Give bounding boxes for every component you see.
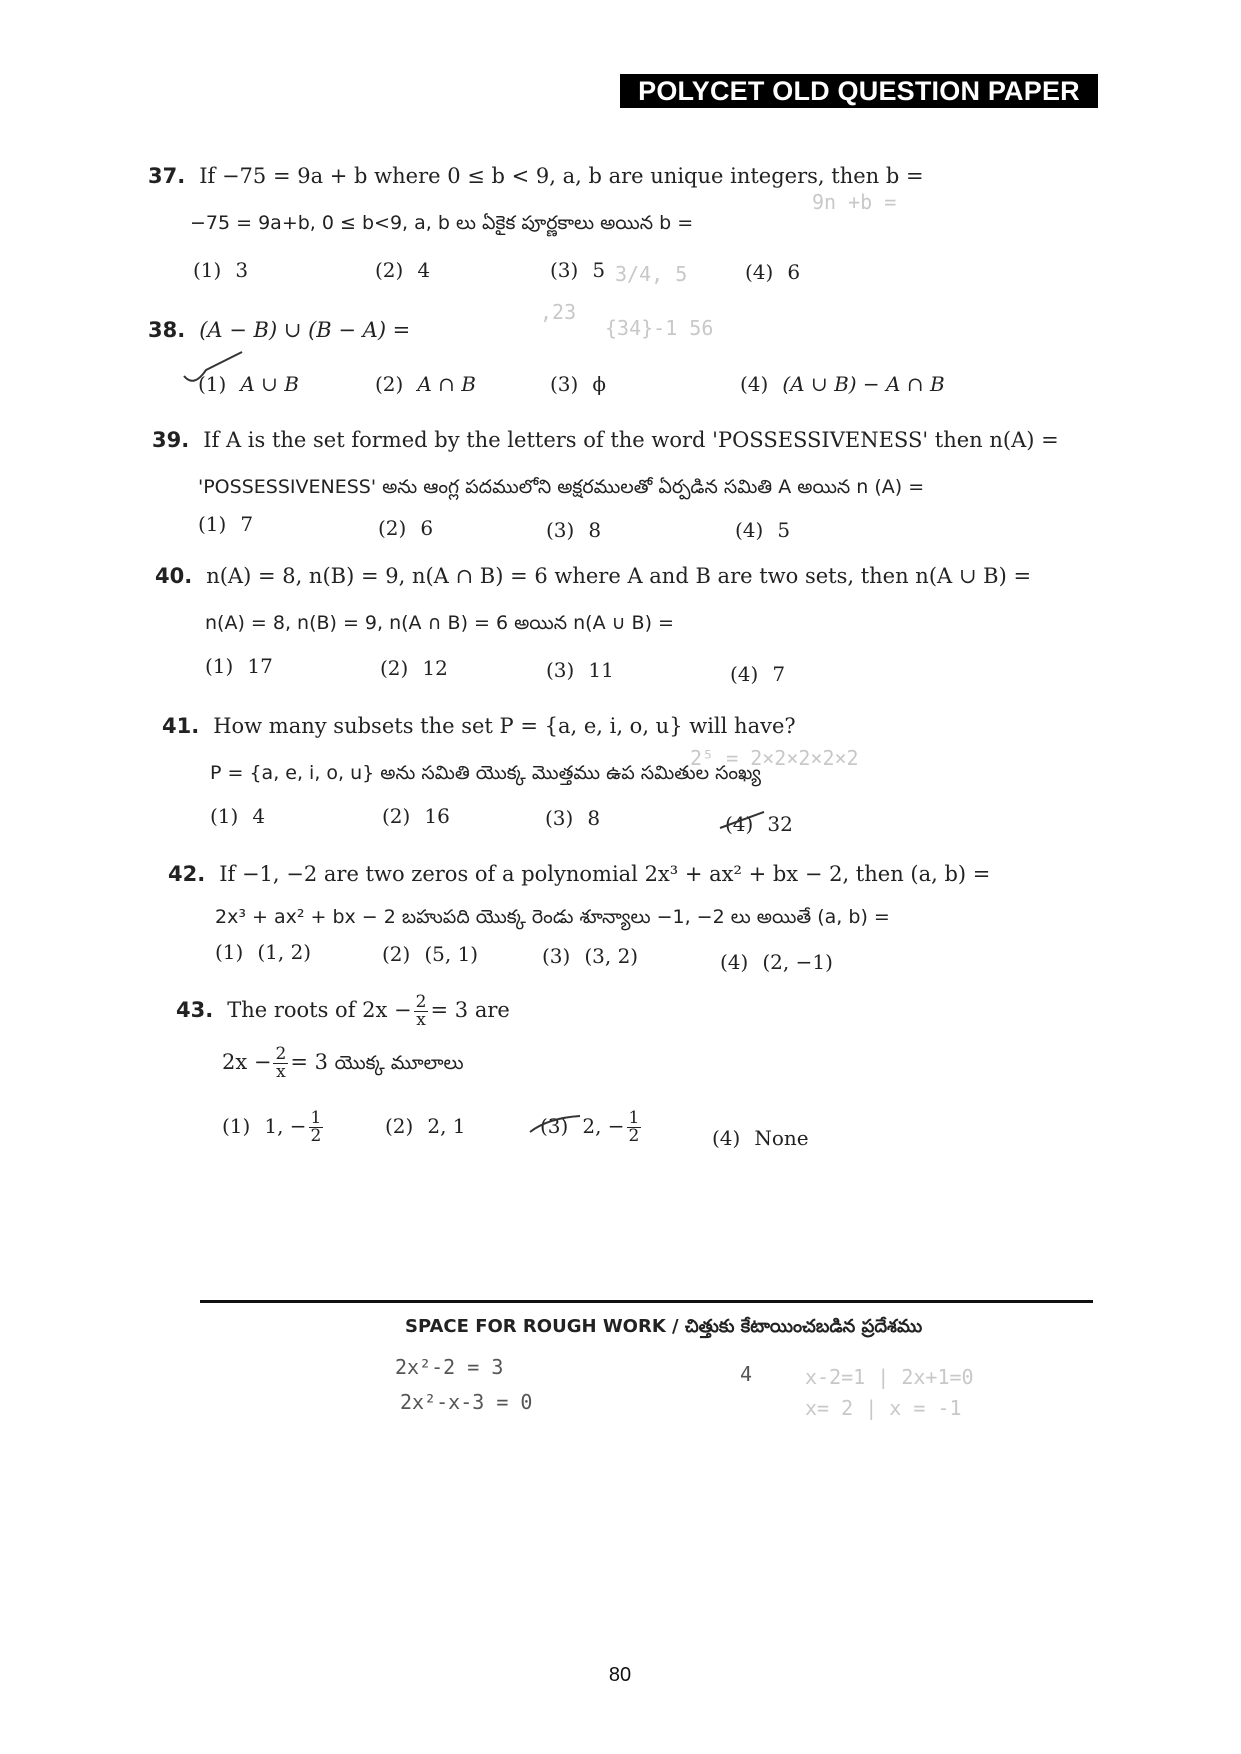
handwritten-scribble: 2⁵ = 2×2×2×2×2 <box>690 746 859 770</box>
answer-tick-mark <box>180 348 250 388</box>
question-number: 38. <box>148 318 186 342</box>
option-39-2: (2) 6 <box>378 516 434 540</box>
option-43-1: (1) 1, − $\frac{1}{2}$ <box>222 1108 322 1146</box>
option-42-3: (3) (3, 2) <box>542 944 639 968</box>
handwritten-scribble: 3/4, 5 <box>615 262 688 286</box>
question-43-telugu: 2x − $\frac{2}{x}$ = 3 యొక్క మూలాలు <box>222 1044 464 1082</box>
handwritten-scribble: 9n +b = <box>812 190 897 214</box>
handwritten-rough-work: x-2=1 | 2x+1=0 <box>805 1365 974 1389</box>
option-43-3: (3) 2, − $\frac{1}{2}$ <box>540 1108 640 1146</box>
option-40-3: (3) 11 <box>546 658 614 682</box>
question-39 <box>152 428 1059 452</box>
option-37-4: (4) 6 <box>745 260 801 284</box>
question-43: 43. The roots of 2x − $\frac{2}{x}$ = 3 are <box>176 992 510 1030</box>
rough-work-divider <box>200 1300 1093 1303</box>
question-number: 42. <box>168 862 206 886</box>
option-40-1: (1) 17 <box>205 654 273 678</box>
option-42-1: (1) (1, 2) <box>215 940 312 964</box>
handwritten-rough-work: 2x²-2 = 3 <box>395 1355 504 1379</box>
question-text-en: If −75 = 9a + b where 0 ≤ b < 9, a, b are unique integers, then b = <box>199 164 924 188</box>
option-41-1: (1) 4 <box>210 804 266 828</box>
handwritten-rough-work: 2x²-x-3 = 0 <box>400 1390 533 1414</box>
question-number: 43. <box>176 998 214 1022</box>
handwritten-rough-work: x= 2 | x = -1 <box>805 1396 962 1420</box>
option-38-1: (1) A ∪ B <box>198 372 299 396</box>
option-43-4: (4) None <box>712 1126 809 1150</box>
option-37-3: (3) 5 <box>550 258 606 282</box>
question-text-en: How many subsets the set P = {a, e, i, o, u} will have? <box>213 714 796 738</box>
question-40-telugu: n(A) = 8, n(B) = 9, n(A ∩ B) = 6 అయిన n(A ∪ B) = <box>205 612 674 634</box>
option-37-1: (1) 3 <box>193 258 249 282</box>
option-38-3: (3) ϕ <box>550 372 606 396</box>
question-number: 40. <box>155 564 193 588</box>
handwritten-scribble: {34}-1 56 <box>605 316 714 340</box>
question-41-telugu: P = {a, e, i, o, u} అను సమితి యొక్క మొత్తము ఉప సమితుల సంఖ్య <box>210 762 761 784</box>
option-40-4: (4) 7 <box>730 662 786 686</box>
option-43-2: (2) 2, 1 <box>385 1114 466 1138</box>
question-37 <box>148 164 924 188</box>
option-39-3: (3) 8 <box>546 518 602 542</box>
rough-work-title: SPACE FOR ROUGH WORK / చిత్తుకు కేటాయించబడిన ప్రదేశము <box>405 1316 923 1337</box>
option-42-4: (4) (2, −1) <box>720 950 833 974</box>
option-39-1: (1) 7 <box>198 512 254 536</box>
question-text-en: (A − B) ∪ (B − A) = <box>199 318 411 342</box>
question-number: 37. <box>148 164 186 188</box>
page-header-banner: POLYCET OLD QUESTION PAPER <box>620 74 1098 108</box>
option-41-3: (3) 8 <box>545 806 601 830</box>
page-number: 80 <box>608 1664 632 1686</box>
equation: 2x − $\frac{2}{x}$ = 3 <box>362 992 469 1030</box>
option-37-2: (2) 4 <box>375 258 431 282</box>
handwritten-scribble: ,23 <box>540 300 577 324</box>
question-number: 41. <box>162 714 200 738</box>
question-40 <box>155 564 1031 588</box>
option-41-4: (4) 32 <box>725 812 793 836</box>
question-37-telugu: −75 = 9a+b, 0 ≤ b<9, a, b లు ఏకైక పూర్ణకాలు అయిన b = <box>190 212 694 234</box>
option-39-4: (4) 5 <box>735 518 791 542</box>
option-42-2: (2) (5, 1) <box>382 942 479 966</box>
question-41 <box>162 714 796 738</box>
option-41-2: (2) 16 <box>382 804 450 828</box>
question-text-en: If A is the set formed by the letters of the word 'POSSESSIVENESS' then n(A) = <box>203 428 1059 452</box>
question-39-telugu: 'POSSESSIVENESS' అను ఆంగ్ల పదములోని అక్షరములతో ఏర్పడిన సమితి A అయిన n (A) = <box>198 476 925 498</box>
option-38-4: (4) (A ∪ B) − A ∩ B <box>740 372 945 396</box>
option-40-2: (2) 12 <box>380 656 448 680</box>
option-38-2: (2) A ∩ B <box>375 372 476 396</box>
question-38 <box>148 318 410 342</box>
question-text-en: n(A) = 8, n(B) = 9, n(A ∩ B) = 6 where A and B are two sets, then n(A ∪ B) = <box>206 564 1032 588</box>
question-42 <box>168 862 990 886</box>
question-number: 39. <box>152 428 190 452</box>
question-text-en: If −1, −2 are two zeros of a polynomial 2x³ + ax² + bx − 2, then (a, b) = <box>219 862 991 886</box>
question-42-telugu: 2x³ + ax² + bx − 2 బహుపది యొక్క రెండు శూన్యాలు −1, −2 లు అయితే (a, b) = <box>215 906 890 928</box>
handwritten-rough-work: 4 <box>740 1362 753 1386</box>
answer-strike-mark <box>528 1112 584 1136</box>
answer-strike-mark <box>718 808 768 832</box>
